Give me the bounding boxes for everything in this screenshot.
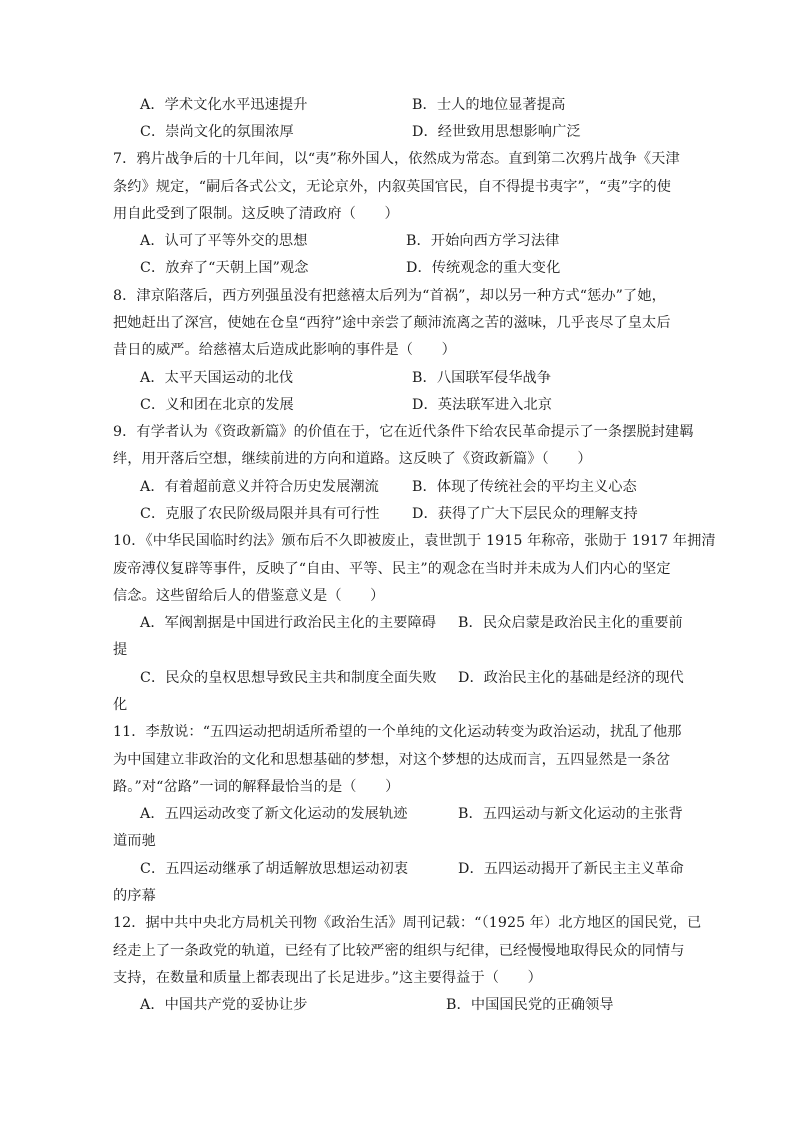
q10-stem-line-1: 10．《中华民国临时约法》颁布后不久即被废止，袁世凯于 1915 年称帝，张勋于 1917 年拥清 xyxy=(113,533,716,549)
q9-stem-line-2: 绊，用开落后空想，继续前进的方向和道路。这反映了《资政新篇》（ ） xyxy=(113,451,592,467)
q11-option-b: B．五四运动与新文化运动的主张背 xyxy=(458,806,683,822)
q7-stem-line-2: 条约》规定，“嗣后各式公文，无论京外，内叙英国官民，自不得提书夷字”，“夷”字的使 xyxy=(113,179,672,195)
q8-option-c: C．义和团在北京的发展 xyxy=(140,397,294,413)
q10-stem-line-3: 信念。这些留给后人的借鉴意义是（ ） xyxy=(113,588,385,604)
q11-stem-line-2: 为中国建立非政治的文化和思想基础的梦想，对这个梦想的达成而言，五四显然是一条岔 xyxy=(113,752,671,768)
q8-stem-line-1: 8．津京陷落后，西方列强虽没有把慈禧太后列为“首祸”，却以另一种方式“惩办”了她， xyxy=(113,288,666,304)
q11-option-c: C．五四运动继承了胡适解放思想运动初衷 xyxy=(140,861,409,877)
q11-stem-line-3: 路。”对“岔路”一词的解释最恰当的是（ ） xyxy=(113,779,400,795)
q7-option-a: A．认可了平等外交的思想 xyxy=(140,233,308,249)
q6-option-d: D．经世致用思想影响广泛 xyxy=(412,124,581,140)
q7-option-b: B．开始向西方学习法律 xyxy=(406,233,560,249)
q6-option-b: B．士人的地位显著提高 xyxy=(412,97,566,113)
q8-option-a: A．太平天国运动的北伐 xyxy=(140,370,294,386)
q7-stem-line-3: 用自此受到了限制。这反映了清政府（ ） xyxy=(113,206,399,222)
q11-option-d: D．五四运动揭开了新民主主义革命 xyxy=(458,861,684,877)
q11-stem-line-1: 11．李敖说：“五四运动把胡适所希望的一个单纯的文化运动转变为政治运动，扰乱了他那 xyxy=(113,724,682,740)
q12-option-a: A．中国共产党的妥协让步 xyxy=(140,997,308,1013)
q10-option-d-continued: 化 xyxy=(113,697,128,713)
q10-option-b: B．民众启蒙是政治民主化的重要前 xyxy=(458,615,683,631)
q9-option-a: A．有着超前意义并符合历史发展潮流 xyxy=(140,479,379,495)
q10-option-d: D．政治民主化的基础是经济的现代 xyxy=(458,670,684,686)
q8-stem-line-2: 把她赶出了深宫，使她在仓皇“西狩”途中亲尝了颠沛流离之苦的滋味，几乎丧尽了皇太后 xyxy=(113,315,671,331)
q12-stem-line-3: 支持，在数量和质量上都表现出了长足进步。”这主要得益于（ ） xyxy=(113,970,542,986)
q8-option-d: D．英法联军进入北京 xyxy=(412,397,553,413)
q6-option-a: A．学术文化水平迅速提升 xyxy=(140,97,308,113)
q9-stem-line-1: 9．有学者认为《资政新篇》的价值在于，它在近代条件下给农民革命提示了一条摆脱封建羁 xyxy=(113,424,694,440)
q11-option-d-continued: 的序幕 xyxy=(113,888,156,904)
q8-stem-line-3: 昔日的威严。给慈禧太后造成此影响的事件是（ ） xyxy=(113,342,456,358)
q6-option-c: C．崇尚文化的氛围浓厚 xyxy=(140,124,294,140)
q10-option-a: A．军阀割据是中国进行政治民主化的主要障碍 xyxy=(140,615,437,631)
q8-option-b: B．八国联军侵华战争 xyxy=(412,370,552,386)
q9-option-c: C．克服了农民阶级局限并具有可行性 xyxy=(140,506,380,522)
q12-option-b: B．中国国民党的正确领导 xyxy=(446,997,614,1013)
q12-stem-line-1: 12．据中共中央北方局机关刊物《政治生活》周刊记载：“（1925 年）北方地区的国民党，已 xyxy=(113,915,702,931)
q7-stem-line-1: 7．鸦片战争后的十几年间，以“夷”称外国人，依然成为常态。直到第二次鸦片战争《天津 xyxy=(113,151,680,167)
q10-stem-line-2: 废帝溥仪复辟等事件，反映了“自由、平等、民主”的观念在当时并未成为人们内心的坚定 xyxy=(113,561,671,577)
q9-option-b: B．体现了传统社会的平均主义心态 xyxy=(412,479,637,495)
q9-option-d: D．获得了广大下层民众的理解支持 xyxy=(412,506,638,522)
q11-option-a: A．五四运动改变了新文化运动的发展轨迹 xyxy=(140,806,408,822)
q10-option-b-continued: 提 xyxy=(113,642,128,658)
q7-option-c: C．放弃了“天朝上国”观念 xyxy=(140,260,309,276)
q7-option-d: D．传统观念的重大变化 xyxy=(406,260,561,276)
q12-stem-line-2: 经走上了一条政党的轨道，已经有了比较严密的组织与纪律，已经慢慢地取得民众的同情与 xyxy=(113,943,685,959)
q10-option-c: C．民众的皇权思想导致民主共和制度全面失败 xyxy=(140,670,437,686)
q11-option-b-continued: 道而驰 xyxy=(113,833,156,849)
